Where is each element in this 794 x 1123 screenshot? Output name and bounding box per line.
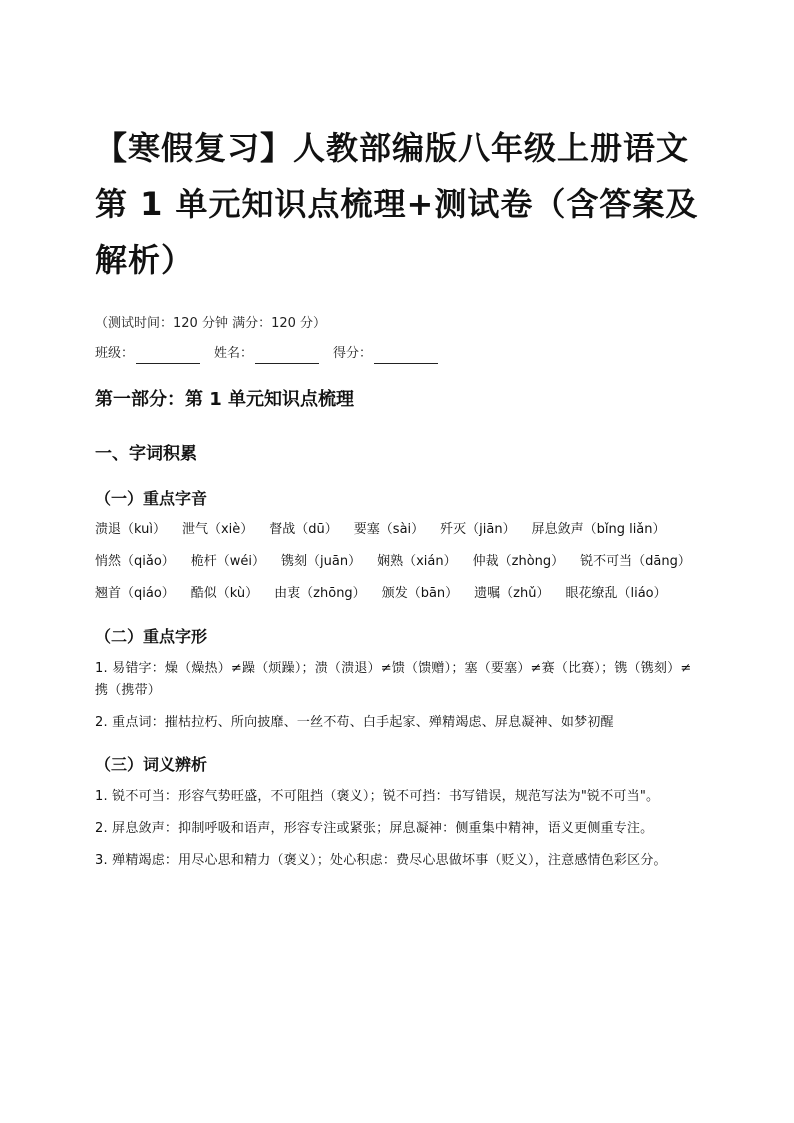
pronunciation-item: 镌刻（juān） xyxy=(281,554,362,569)
pronunciation-item: 歼灭（jiān） xyxy=(440,522,516,537)
pronunciation-item: 眼花缭乱（liáo） xyxy=(565,586,667,601)
pronunciation-heading: （一）重点字音 xyxy=(95,489,208,508)
pronunciation-item: 泄气（xiè） xyxy=(181,522,254,537)
pronunciation-row xyxy=(95,584,702,604)
pronunciation-item: 悄然（qiǎo） xyxy=(95,554,175,569)
score-label: 得分： xyxy=(333,346,373,361)
test-meta: （测试时间：120 分钟 满分：120 分） xyxy=(95,316,327,331)
class-field xyxy=(95,344,200,364)
glyph-item: 1. 易错字：燥（燥热）≠躁（烦躁）；溃（溃退）≠馈（馈赠）；塞（要塞）≠赛（比赛）；镌（镌刻）≠携（携带） xyxy=(95,661,692,698)
spacer xyxy=(95,616,702,624)
pronunciation-item: 锐不可当（dāng） xyxy=(580,554,691,569)
score-blank xyxy=(374,349,438,364)
pronunciation-item: 翘首（qiáo） xyxy=(95,586,175,601)
class-blank xyxy=(136,349,200,364)
pronunciation-item: 由衷（zhōng） xyxy=(274,586,366,601)
class-label: 班级： xyxy=(95,346,135,361)
pronunciation-item: 溃退（kuì） xyxy=(95,522,166,537)
meaning-item: 3. 殚精竭虑：用尽心思和精力（褒义）；处心积虑：费尽心思做坏事（贬义），注意感情色彩区分。 xyxy=(95,853,667,868)
pronunciation-item: 颁发（bān） xyxy=(381,586,459,601)
spacer xyxy=(95,744,702,752)
pronunciation-list xyxy=(95,520,702,604)
pronunciation-item: 仲裁（zhòng） xyxy=(472,554,565,569)
score-field xyxy=(333,344,438,364)
name-blank xyxy=(255,349,319,364)
pronunciation-row xyxy=(95,520,702,540)
meaning-heading: （三）词义辨析 xyxy=(95,755,208,774)
glyph-heading: （二）重点字形 xyxy=(95,627,208,646)
meaning-item: 1. 锐不可当：形容气势旺盛，不可阻挡（褒义）；锐不可挡：书写错误，规范写法为"锐不可当"。 xyxy=(95,789,660,804)
pronunciation-item: 酷似（kù） xyxy=(190,586,259,601)
glyph-item: 2. 重点词：摧枯拉朽、所向披靡、一丝不苟、白手起家、殚精竭虑、屏息凝神、如梦初醒 xyxy=(95,715,614,730)
pronunciation-item: 督战（dū） xyxy=(269,522,338,537)
pronunciation-row xyxy=(95,552,702,572)
meaning-item: 2. 屏息敛声：抑制呼吸和语声，形容专注或紧张；屏息凝神：侧重集中精神，语义更侧重专注。 xyxy=(95,821,654,836)
document-title: 【寒假复习】人教部编版八年级上册语文第 1 单元知识点梳理+测试卷（含答案及解析） xyxy=(95,129,699,279)
student-info-fields xyxy=(95,344,702,364)
pronunciation-item: 屏息敛声（bǐng liǎn） xyxy=(531,522,666,537)
section-heading: 一、字词积累 xyxy=(95,444,197,464)
name-label: 姓名： xyxy=(214,346,254,361)
pronunciation-item: 遗嘱（zhǔ） xyxy=(474,586,550,601)
pronunciation-item: 桅杆（wéi） xyxy=(190,554,266,569)
part-heading: 第一部分：第 1 单元知识点梳理 xyxy=(95,389,355,410)
name-field xyxy=(214,344,319,364)
pronunciation-item: 要塞（sài） xyxy=(353,522,425,537)
pronunciation-item: 娴熟（xián） xyxy=(377,554,457,569)
